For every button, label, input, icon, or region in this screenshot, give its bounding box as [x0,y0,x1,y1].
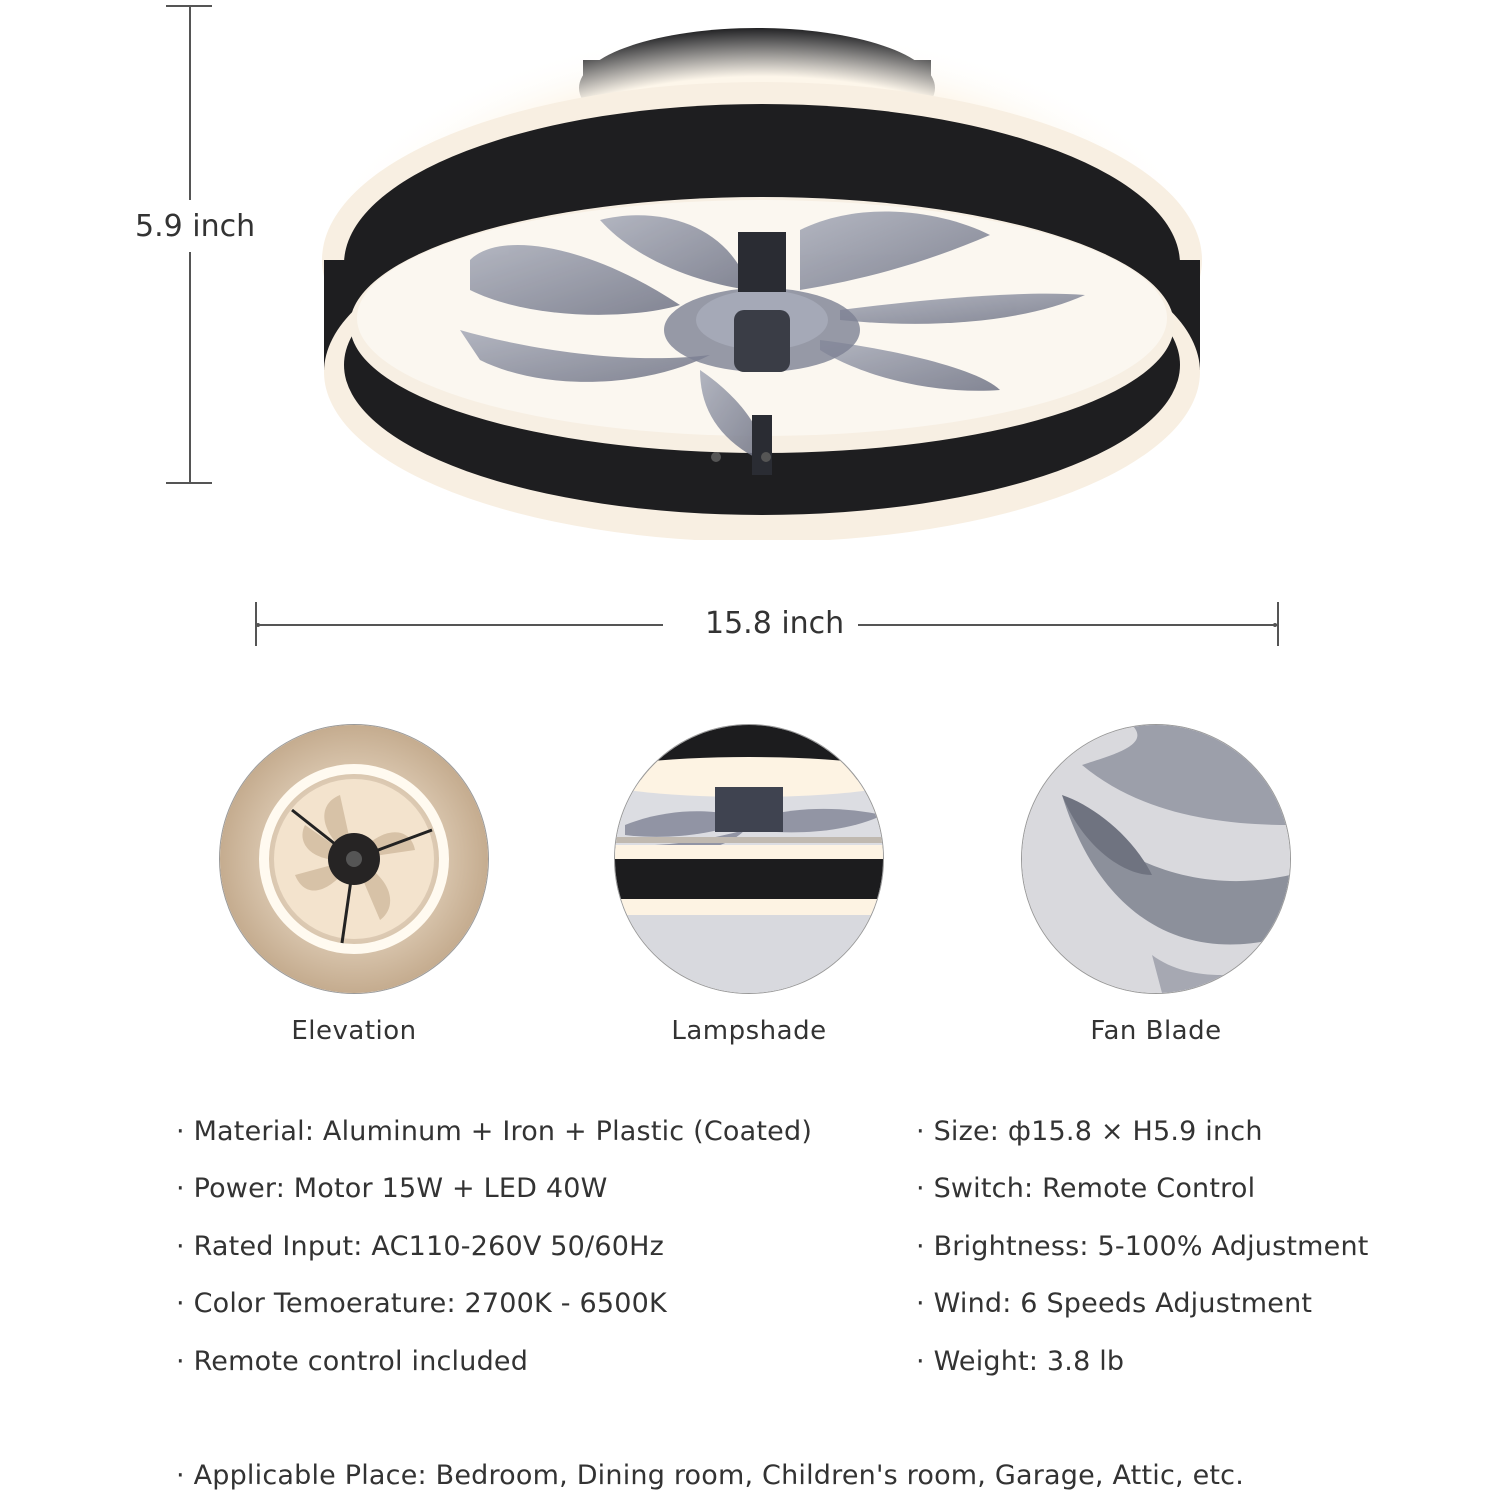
height-dim-line-lower [189,252,191,482]
spec-power: · Power: Motor 15W + LED 40W [176,1173,608,1204]
fan-blade-closeup-icon [1022,725,1290,993]
width-dim-label: 15.8 inch [705,606,845,641]
spec-remote: · Remote control included [176,1346,529,1377]
spec-brightness: · Brightness: 5-100% Adjustment [916,1231,1369,1262]
ceiling-fan-product-image [300,20,1220,540]
width-dim-right-tick [1277,602,1279,646]
lampshade-thumbnail [614,724,884,994]
height-dim-line-upper [189,5,191,200]
spec-applicable-place: · Applicable Place: Bedroom, Dining room, Children's room, Garage, Attic, etc. [176,1460,1244,1491]
height-dim-label: 5.9 inch [135,209,256,244]
spec-weight: · Weight: 3.8 lb [916,1346,1125,1377]
fan-blade-caption: Fan Blade [1090,1016,1222,1046]
spec-size: · Size: ф15.8 × H5.9 inch [916,1116,1263,1147]
elevation-thumbnail [219,724,489,994]
width-dim-line-left [258,624,663,626]
elevation-view-icon [220,725,488,993]
spec-switch: · Switch: Remote Control [916,1173,1256,1204]
spec-wind: · Wind: 6 Speeds Adjustment [916,1288,1313,1319]
spec-rated-input: · Rated Input: AC110-260V 50/60Hz [176,1231,664,1262]
width-dim-line-right [858,624,1277,626]
lampshade-closeup-icon [615,725,883,993]
lampshade-caption: Lampshade [671,1016,827,1046]
spec-color-temperature: · Color Temoerature: 2700K - 6500K [176,1288,667,1319]
height-dim-bottom-tick [166,482,212,484]
fan-blade-thumbnail [1021,724,1291,994]
spec-material: · Material: Aluminum + Iron + Plastic (Coated) [176,1116,813,1147]
elevation-caption: Elevation [291,1016,417,1046]
